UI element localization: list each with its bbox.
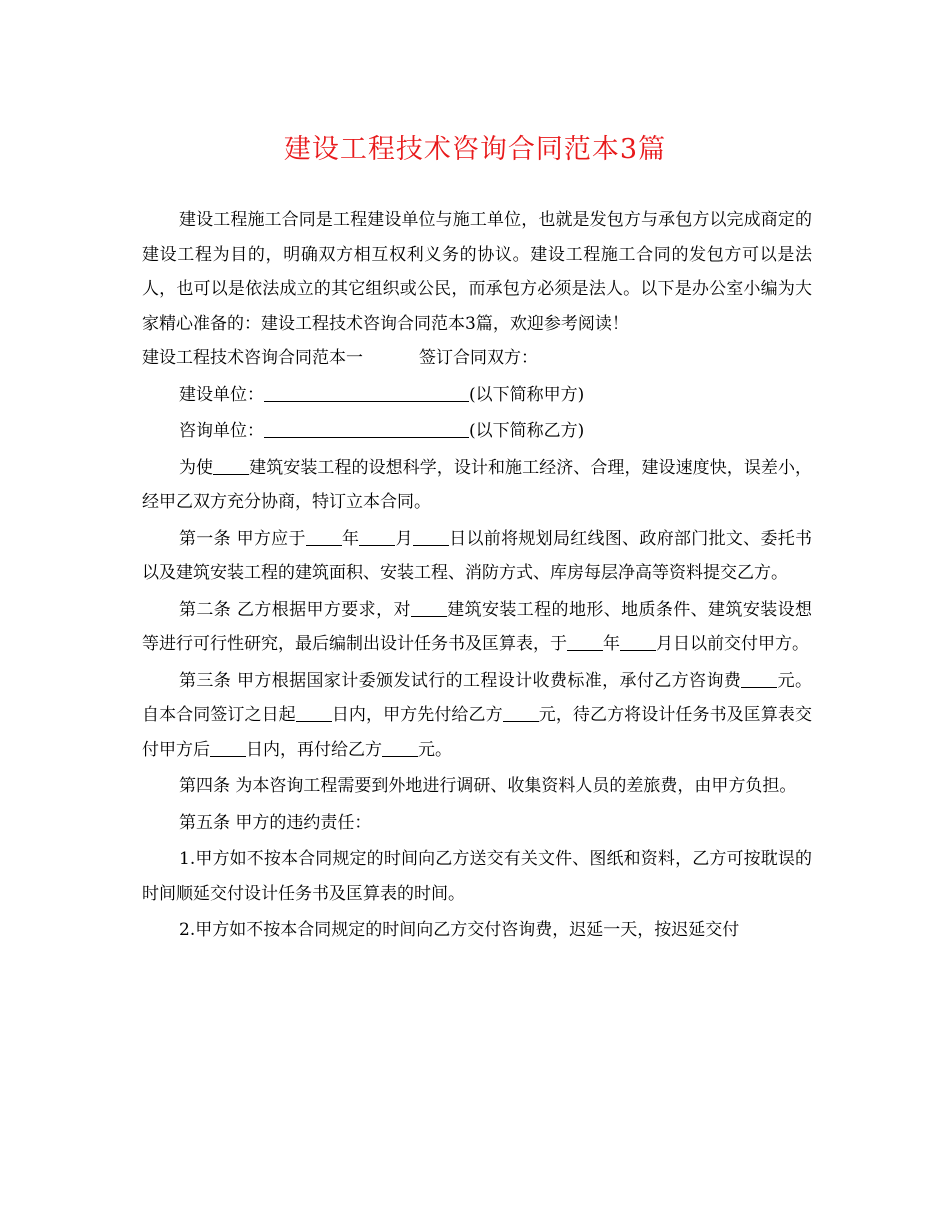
article-3-blank-days-2	[210, 739, 246, 757]
document-title: 建设工程技术咨询合同范本3篇	[283, 134, 667, 165]
article-2	[142, 593, 812, 662]
article-3-text-5: 日内，再付给乙方	[246, 739, 382, 760]
article-1-month-label: 月	[395, 528, 413, 549]
article-3-blank-amount-1	[503, 704, 539, 722]
article-3-blank-days-1	[296, 704, 332, 722]
article-5-item-1: 1.甲方如不按本合同规定的时间向乙方送交有关文件、图纸和资料，乙方可按耽误的时间顺延交付设计任务书及匡算表的时间。	[142, 849, 812, 904]
intro-paragraph: 建设工程施工合同是工程建设单位与施工单位，也就是发包方与承包方以完成商定的建设工程为目的，明确双方相互权利义务的协议。建设工程施工合同的发包方可以是法人，也可以是依法成立的其它组织或公民，而承包方必须是法人。以下是办公室小编为大家精心准备的：建设工程技术咨询合同范本3篇，欢迎参考阅读！	[142, 210, 812, 334]
article-2-blank-month	[620, 633, 656, 651]
article-1-blank-day	[413, 528, 449, 546]
article-1-year-label: 年	[341, 528, 360, 549]
article-3-text-3: 日内，甲方先付给乙方	[331, 705, 503, 725]
article-2-year-label: 年	[603, 634, 620, 654]
section-heading-row	[142, 341, 812, 376]
article-3	[142, 664, 812, 768]
article-1-blank-month	[359, 528, 395, 546]
party-a-line	[142, 378, 812, 413]
article-3-blank-fee	[741, 670, 777, 688]
article-1-text-1: 第一条 甲方应于	[179, 528, 306, 549]
parties-heading: 签订合同双方：	[419, 348, 538, 368]
party-a-blank	[264, 384, 469, 402]
article-1	[142, 522, 812, 591]
article-2-text-3: 月日以前交付甲方。	[656, 634, 809, 654]
section-heading: 建设工程技术咨询合同范本一	[142, 348, 363, 368]
preamble-blank	[213, 457, 249, 475]
preamble-text-1: 为使	[179, 457, 214, 478]
article-1-blank-year	[306, 528, 342, 546]
article-3-text-4: 元，待乙方将设计任务书及匡算表交付甲方后	[142, 705, 813, 760]
party-a-suffix: (以下简称甲方)	[469, 384, 585, 405]
article-3-blank-amount-2	[382, 739, 418, 757]
article-4: 第四条 为本咨询工程需要到外地进行调研、收集资料人员的差旅费，由甲方负担。	[179, 776, 797, 796]
party-b-label: 咨询单位：	[179, 421, 264, 441]
preamble-paragraph	[142, 451, 812, 520]
document-body	[142, 203, 812, 948]
party-b-blank	[264, 420, 469, 438]
preamble-text-2: 建筑安装工程的设想科学，设计和施工经济、合理，建设速度快，误差小，经甲乙双方充分协商，特订立本合同。	[142, 457, 813, 512]
article-3-text-2: 元。自本合同签订之日起	[142, 670, 813, 725]
article-5: 第五条 甲方的违约责任：	[179, 812, 372, 833]
article-3-text-6: 元。	[418, 739, 452, 760]
article-1-text-2: 日以前将规划局红线图、政府部门批文、委托书以及建筑安装工程的建筑面积、安装工程、消防方式、库房每层净高等资料提交乙方。	[142, 528, 813, 583]
article-3-text-1: 第三条 甲方根据国家计委颁发试行的工程设计收费标准，承付乙方咨询费	[179, 670, 742, 691]
party-b-suffix: (以下简称乙方)	[469, 421, 585, 441]
article-2-blank-project	[411, 599, 447, 617]
article-5-item-2: 2.甲方如不按本合同规定的时间向乙方交付咨询费，迟延一天，按迟延交付	[179, 920, 740, 940]
article-2-text-2: 建筑安装工程的地形、地质条件、建筑安装设想等进行可行性研究，最后编制出设计任务书及匡算表，于	[142, 599, 812, 654]
article-2-text-1: 第二条 乙方根据甲方要求，对	[179, 599, 411, 620]
article-2-blank-year	[567, 633, 603, 651]
party-b-line	[142, 414, 812, 449]
party-a-label: 建设单位：	[179, 384, 264, 405]
